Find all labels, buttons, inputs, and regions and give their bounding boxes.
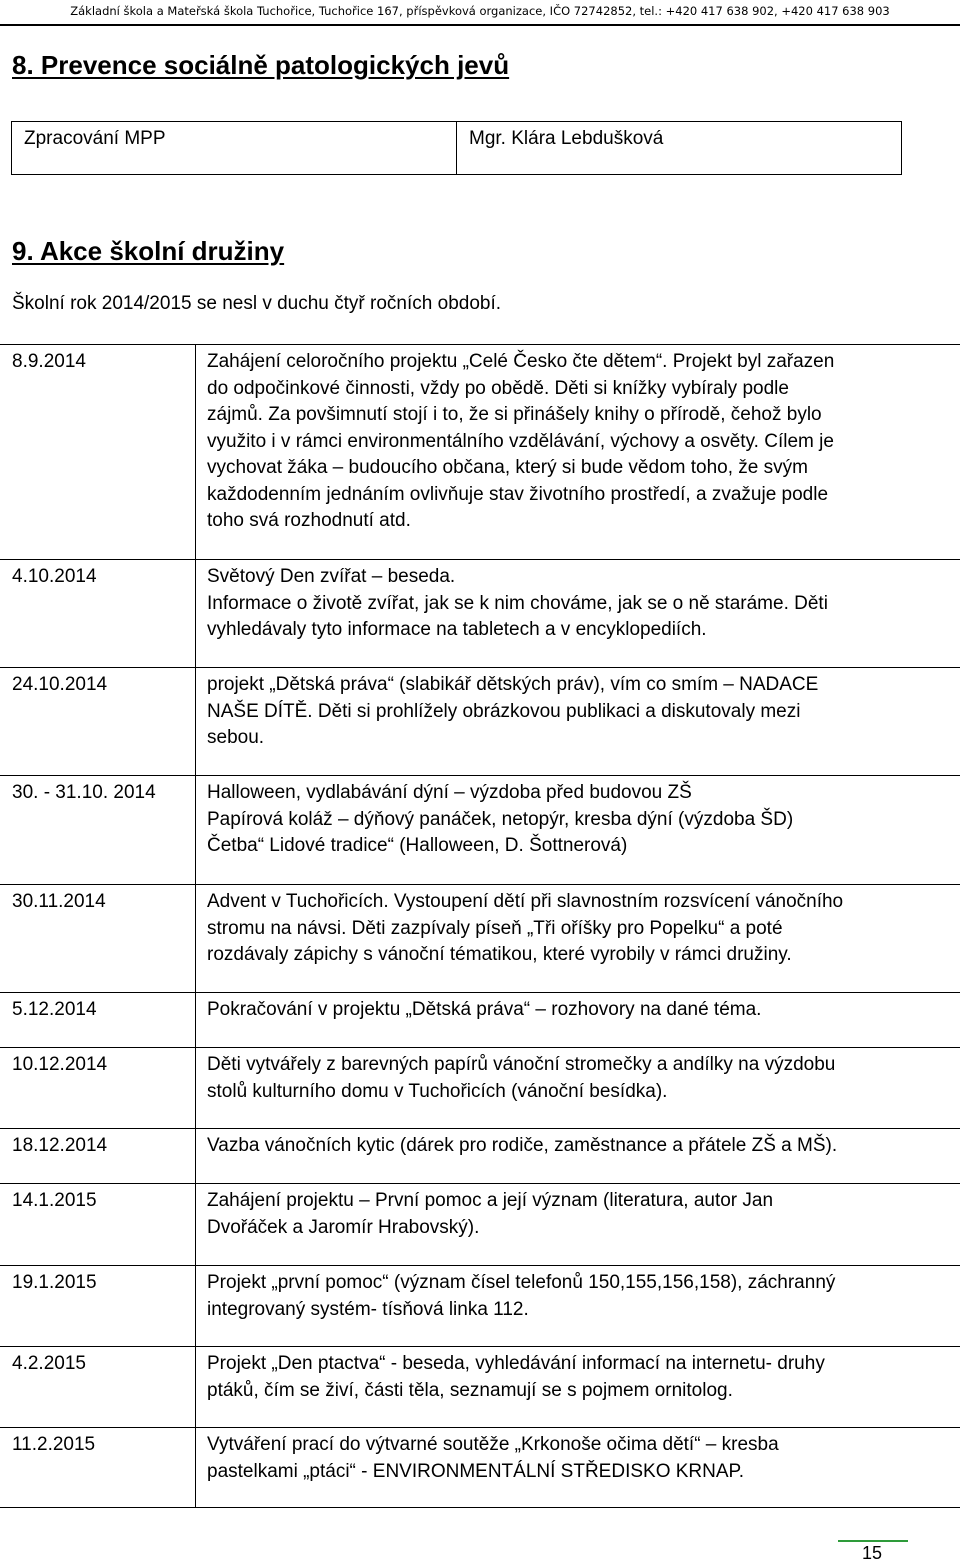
mpp-table xyxy=(11,121,902,175)
events-table xyxy=(0,344,960,1508)
event-description xyxy=(196,993,948,1047)
section-8-heading: 8. Prevence sociálně patologických jevů xyxy=(12,50,510,80)
event-description-line: Děti vytvářely z barevných papírů vánoční stromečky a andílky na výzdobu xyxy=(207,1054,836,1075)
event-description-line: stolů kulturního domu v Tuchořicích (vánoční besídka). xyxy=(207,1080,668,1102)
event-date: 19.1.2015 xyxy=(0,1266,196,1346)
event-row xyxy=(0,1428,960,1508)
event-description-line: pastelkami „ptáci“ - ENVIRONMENTÁLNÍ STŘEDISKO KRNAP. xyxy=(207,1460,745,1482)
event-date: 24.10.2014 xyxy=(0,668,196,775)
event-row xyxy=(0,885,960,993)
event-row xyxy=(0,1048,960,1129)
event-description xyxy=(196,1184,948,1265)
event-row xyxy=(0,344,960,560)
event-row xyxy=(0,1129,960,1184)
event-description-line: ptáků, čím se živí, části těla, seznamují se s pojmem ornitolog. xyxy=(207,1379,733,1401)
event-description-line: toho svá rozhodnutí atd. xyxy=(207,510,411,531)
event-row xyxy=(0,1184,960,1266)
event-description-line: Zahájení projektu – První pomoc a její význam (literatura, autor Jan xyxy=(207,1190,774,1211)
school-year-intro: Školní rok 2014/2015 se nesl v duchu čtyř ročních období. xyxy=(12,293,502,314)
event-description xyxy=(196,1048,948,1128)
mpp-value: Mgr. Klára Lebdušková xyxy=(469,128,664,149)
event-date: 14.1.2015 xyxy=(0,1184,196,1265)
event-row xyxy=(0,776,960,885)
event-date: 5.12.2014 xyxy=(0,993,196,1047)
event-description-line: Vazba vánočních kytic (dárek pro rodiče, zaměstnance a přátele ZŠ a MŠ). xyxy=(207,1135,838,1156)
event-date: 11.2.2015 xyxy=(0,1428,196,1507)
section-9-heading: 9. Akce školní družiny xyxy=(12,236,285,266)
event-description-line: Projekt „Den ptactva“ - beseda, vyhledávání informací na internetu- druhy xyxy=(207,1353,825,1374)
event-description-line: využito i v rámci environmentálního vzdělávání, výchovy a osvěty. Cílem je xyxy=(207,430,834,452)
event-row xyxy=(0,1266,960,1347)
event-description-line: vyhledávaly tyto informace na tabletech a v encyklopediích. xyxy=(207,619,707,640)
event-date: 10.12.2014 xyxy=(0,1048,196,1128)
event-description-line: Advent v Tuchořicích. Vystoupení dětí při slavnostním rozsvícení vánočního xyxy=(207,891,844,912)
event-description-line: do odpočinkové činnosti, vždy po obědě. Děti si knížky vybíraly podle xyxy=(207,377,789,399)
event-description xyxy=(196,560,948,667)
event-description-line: integrovaný systém- tísňová linka 112. xyxy=(207,1298,529,1320)
event-date: 4.10.2014 xyxy=(0,560,196,667)
event-date: 8.9.2014 xyxy=(0,345,196,559)
event-description-line: Informace o životě zvířat, jak se k nim chováme, jak se o ně staráme. Děti xyxy=(207,592,828,614)
event-description-line: Papírová koláž – dýňový panáček, netopýr, kresba dýní (výzdoba ŠD) xyxy=(207,808,794,830)
event-date: 30.11.2014 xyxy=(0,885,196,992)
event-description-line: každodenním jednáním ovlivňuje stav životního prostředí, a zvažuje podle xyxy=(207,483,829,505)
event-description-line: Projekt „první pomoc“ (význam čísel telefonů 150,155,156,158), záchranný xyxy=(207,1272,836,1293)
mpp-label: Zpracování MPP xyxy=(12,122,457,174)
page-number: 15 xyxy=(862,1543,883,1563)
event-description xyxy=(196,1428,948,1507)
event-date: 30. - 31.10. 2014 xyxy=(0,776,196,884)
event-description-line: vychovat žáka – budoucího občana, který si bude vědom toho, že svým xyxy=(207,457,808,478)
event-description-line: Zahájení celoročního projektu „Celé Česko čte dětem“. Projekt byl zařazen xyxy=(207,351,835,372)
event-row xyxy=(0,560,960,668)
event-description xyxy=(196,1129,948,1183)
event-description-line: sebou. xyxy=(207,727,265,748)
header-divider xyxy=(0,24,960,26)
event-description-line: Četba“ Lidové tradice“ (Halloween, D. Šottnerová) xyxy=(207,835,628,856)
event-description-line: Halloween, vydlabávání dýní – výzdoba před budovou ZŠ xyxy=(207,782,692,803)
event-description xyxy=(196,1347,948,1427)
event-description xyxy=(196,345,948,559)
event-description-line: NAŠE DÍTĚ. Děti si prohlížely obrázkovou publikaci a diskutovaly mezi xyxy=(207,700,801,722)
event-description xyxy=(196,885,948,992)
event-description xyxy=(196,1266,948,1346)
event-description-line: Světový Den zvířat – beseda. xyxy=(207,566,456,587)
footer-divider xyxy=(838,1540,908,1542)
event-description-line: Vytváření prací do výtvarné soutěže „Krkonoše očima dětí“ – kresba xyxy=(207,1434,779,1455)
event-date: 18.12.2014 xyxy=(0,1129,196,1183)
event-row xyxy=(0,668,960,776)
event-description-line: zájmů. Za povšimnutí stojí i to, že si přinášely knihy o přírodě, čehož bylo xyxy=(207,404,822,425)
event-description-line: rozdávaly zápichy s vánoční tématikou, které vyrobily v rámci družiny. xyxy=(207,944,792,965)
page-header: Základní škola a Mateřská škola Tuchořice, Tuchořice 167, příspěvková organizace, IČO 72742852, tel.: +420 417 638 902, +420 417 638 903 xyxy=(70,4,890,18)
event-description-line: Pokračování v projektu „Dětská práva“ – rozhovory na dané téma. xyxy=(207,999,762,1020)
event-row xyxy=(0,993,960,1048)
event-date: 4.2.2015 xyxy=(0,1347,196,1427)
event-description xyxy=(196,776,948,884)
event-description-line: projekt „Dětská práva“ (slabikář dětských práv), vím co smím – NADACE xyxy=(207,674,819,695)
event-description-line: Dvořáček a Jaromír Hrabovský). xyxy=(207,1216,480,1238)
event-description-line: stromu na návsi. Děti zazpívaly píseň „Tři oříšky pro Popelku“ a poté xyxy=(207,917,783,939)
event-description xyxy=(196,668,948,775)
event-row xyxy=(0,1347,960,1428)
